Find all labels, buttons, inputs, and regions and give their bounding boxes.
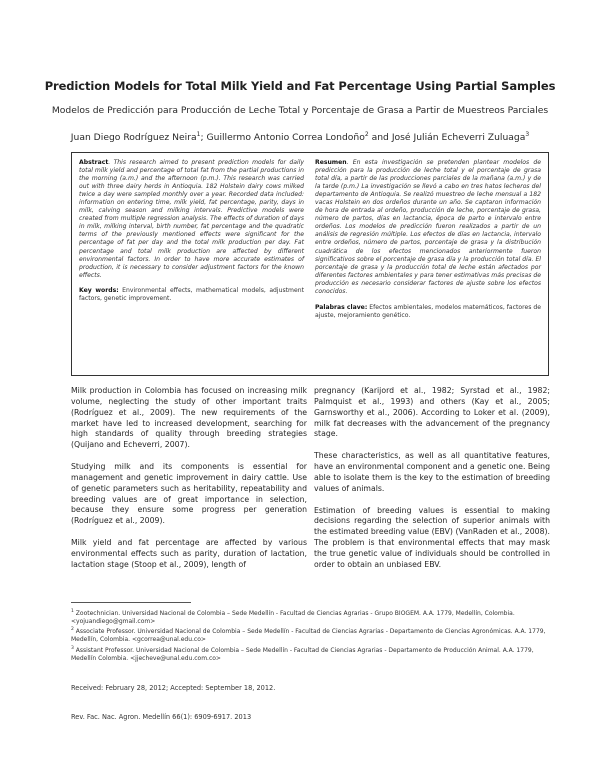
palabras-clave (315, 304, 541, 320)
footnotes (71, 608, 549, 663)
body-column-right (314, 386, 550, 582)
body-paragraph: Estimation of breeding values is essential to making decisions regarding the selection of superior animals with the estimated breeding value (EBV) (VanRaden et al., 2008). The problem is that environmental effects that may mask the true genetic value of individuals should be controlled in order to obtain an unbiased EBV. (314, 505, 550, 569)
author-name: Guillermo Antonio Correa Londoño (206, 132, 365, 144)
author-separator: ; (200, 132, 207, 144)
author-separator: and (368, 132, 392, 144)
paper-title: Prediction Models for Total Milk Yield and Fat Percentage Using Partial Samples (44, 79, 556, 93)
author-list (40, 131, 560, 143)
keywords (79, 287, 304, 303)
received-dates: Received: February 28, 2012; Accepted: September 18, 2012. (71, 684, 276, 692)
footnote-marker: 3 (71, 645, 74, 651)
body-paragraph: Milk yield and fat percentage are affected by various environmental effects such as parity, duration of lactation, lactation stage (Stoop et al., 2009), length of (71, 538, 307, 569)
keywords-label: Key words: (79, 286, 119, 294)
footnote-text: Associate Professor. Universidad Nacional de Colombia – Sede Medellín - Facultad de Ciencias Agrarias - Departamento de Ciencias Agronómicas. A.A. 1779, Medellín, Colombia. <gcorrea@unal.edu.co> (71, 628, 546, 644)
resumen-text: . En esta investigación se pretenden plantear modelos de predicción para la producción de leche total y el porcentaje de grasa total día, a partir de las producciones parciales de la mañana (a.m.) y de la tarde (p.m.) La investigación se llevó a cabo en tres hatos lecheros del departamento de Antioquia. Se realizó muestreo de leche mensual a 182 vacas Holstein en dos ordeños durante un año. Se captaron información de hora de entrada al ordeño, producción de leche, porcentaje de grasa, número de partos, días en lactancia, época de parto e intervalo entre ordeños. Los modelos de predicción fueron realizados a partir de un análisis de regresión múltiple. Los efectos de días en lactancia, intervalo entre ordeños, número de partos, porcentaje de grasa y la distribución cuadrática de los efectos mencionados anteriormente fueron significativos sobre el porcentaje de grasa día y la producción total día. El porcentaje de grasa y la producción total de leche están afectados por diferentes factores ambientales y para tener estimativas más precisas de producción es necesario considerar factores de ajuste sobre los efectos conocidos. (315, 159, 541, 295)
abstract-english (79, 159, 304, 303)
footnote (71, 608, 549, 625)
footnote-text: Zootechnician. Universidad Nacional de Colombia – Sede Medellín - Facultad de Ciencias Agrarias - Grupo BIOGEM. A.A. 1779, Medellín, Colombia. <yojuandiego@gmail.com> (71, 610, 515, 625)
author-name: Juan Diego Rodríguez Neira (70, 132, 197, 144)
body-paragraph: These characteristics, as well as all quantitative features, have an environmental component and a genetic one. Being able to isolate them is the key to the estimation of breeding values of animals. (314, 451, 550, 493)
abstract-text: . This research aimed to present prediction models for daily total milk yield and percentage of total fat from the partial productions in the morning (a.m.) and the afternoon (p.m.). This research was carried out with three dairy herds in Antioquia. 182 Holstein dairy cows milked twice a day were sampled monthly over a year. Recorded data included: information on entering time, milk yield, fat percentage, parity, days in milk, calving season and milking intervals. Predictive models were created from multiple regression analysis. The effects of duration of days in milk, milking interval, birth number, fat percentage and the quadratic terms of the previously mentioned effects were significant for the percentage of fat per day and the total milk production per day. Fat percentage and total milk production are affected by different environmental factors. In order to have more accurate estimates of production, it is necessary to consider adjustment factors for the known effects. (79, 159, 304, 279)
keywords-text: Environmental effects, mathematical models, adjustment factors, genetic improvement. (79, 286, 304, 302)
affiliation-marker: 3 (525, 131, 530, 138)
abstract-spanish (315, 159, 541, 320)
body-column-left (71, 386, 307, 582)
paper-subtitle: Modelos de Predicción para Producción de Leche Total y Porcentaje de Grasa a Partir de Muestreos Parciales (51, 105, 549, 116)
palabras-clave-text: Efectos ambientales, modelos matemáticos, factores de ajuste, mejoramiento genético. (315, 303, 542, 319)
palabras-clave-label: Palabras clave: (315, 303, 368, 311)
footnote-marker: 2 (71, 627, 74, 633)
body-paragraph: Studying milk and its components is essential for management and genetic improvement in dairy cattle. Use of genetic parameters such as heritability, repeatability and breeding values are of great importance in selection, because they ensure some progress per generation (Rodríguez et al., 2009). (71, 462, 307, 526)
footnote (71, 645, 549, 662)
footnote (71, 626, 549, 643)
footnote-divider (71, 602, 191, 603)
affiliation-marker: 2 (364, 131, 369, 138)
abstract-label: Abstract (79, 159, 109, 166)
footnote-marker: 1 (71, 609, 74, 614)
body-paragraph: Milk production in Colombia has focused on increasing milk volume, neglecting the study of other important traits (Rodríguez et al., 2009). The new requirements of the market have led to increased development, searching for high standards of quality through breeding strategies (Quijano and Echeverri, 2007). (71, 386, 307, 450)
footnote-text: Assistant Professor. Universidad Nacional de Colombia – Sede Medellín - Facultad de Ciencias Agrarias - Departamento de Producción Animal. A.A. 1779, Medellín Colombia. <jjecheve@unal.edu.com.co> (71, 646, 534, 662)
affiliation-marker: 1 (196, 131, 201, 138)
body-paragraph: pregnancy (Karijord et al., 1982; Syrstad et al., 1982; Palmquist et al., 1993) and others (Kay et al., 2005; Garnsworthy et al., 2006). According to Loker et al. (2009), milk fat decreases with the advancement of the pregnancy stage. (314, 386, 550, 439)
journal-citation: Rev. Fac. Nac. Agron. Medellín 66(1): 6909-6917. 2013 (71, 713, 252, 721)
author-name: José Julián Echeverri Zuluaga (391, 132, 526, 144)
resumen-label: Resumen (315, 159, 347, 166)
abstract-box (71, 152, 549, 376)
